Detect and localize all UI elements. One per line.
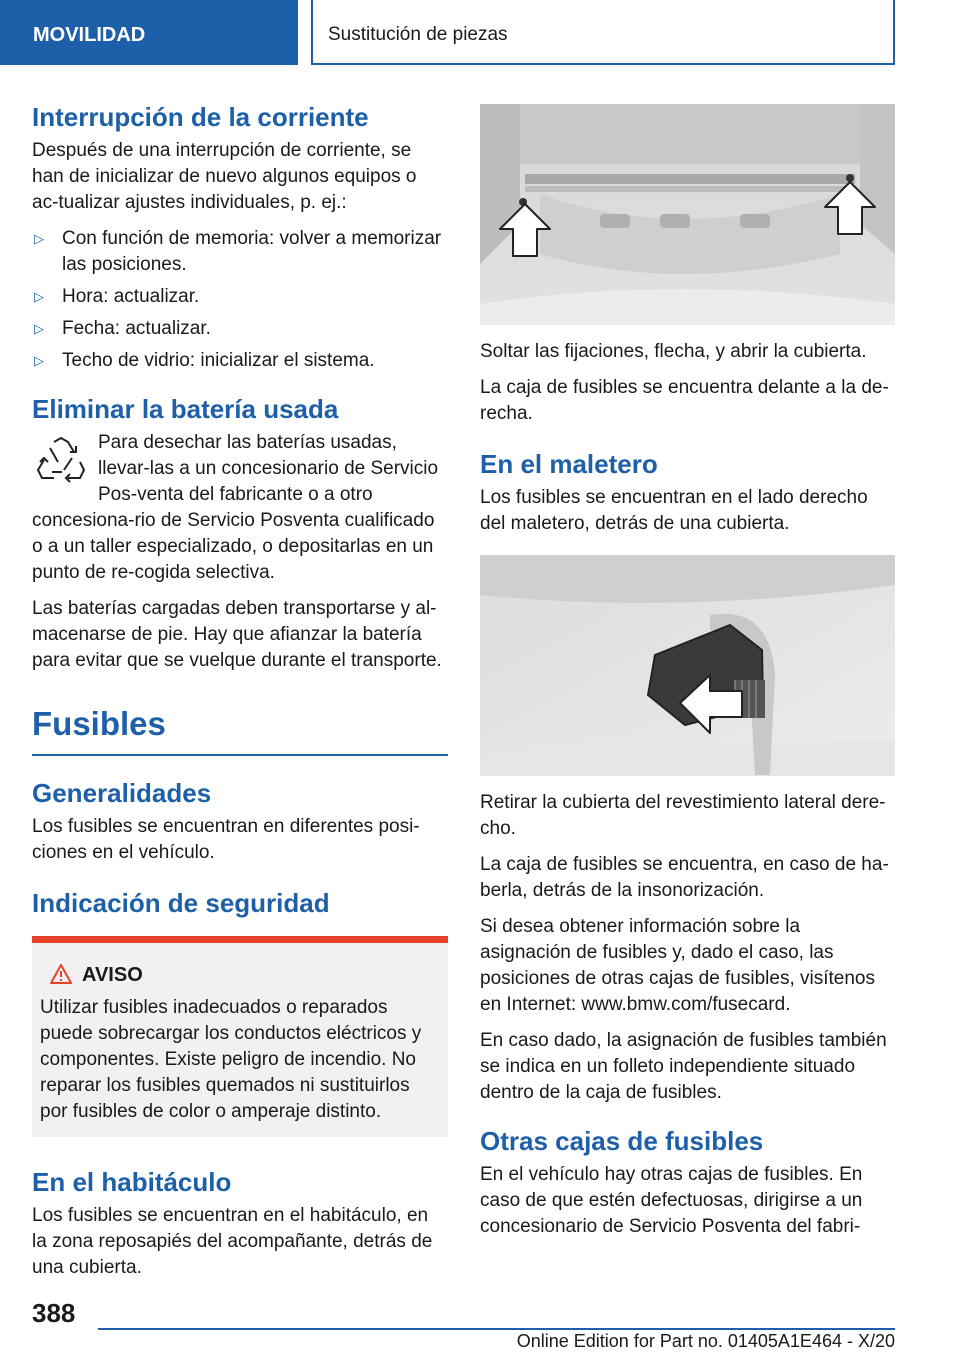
page-number: 388 — [32, 1298, 76, 1328]
other-fuse-boxes-heading: Otras cajas de fusibles — [480, 1126, 764, 1156]
power-interruption-heading: Interrupción de la corriente — [32, 102, 369, 132]
footwell-cover-photo — [480, 104, 895, 325]
bullet-triangle-icon: ▷ — [34, 289, 44, 304]
edition-text: Online Edition for Part no. 01405A1E464 - X/20 — [516, 1331, 895, 1351]
subsection-title: Sustitución de piezas — [328, 24, 508, 45]
booklet-info-text: En caso dado, la asignación de fusibles también se indica en un folleto independiente situado dentro de la caja de fusibles. — [480, 1030, 887, 1103]
footwell-caption: Soltar las fijaciones, flecha, y abrir la cubierta. — [480, 341, 867, 362]
trunk-cover-photo — [480, 555, 895, 776]
recycle-icon — [32, 434, 90, 492]
trunk-heading: En el maletero — [480, 449, 658, 479]
list-item: ▷ Fecha: actualizar. — [32, 316, 448, 342]
power-interruption-text: Después de una interrupción de corriente, se han de inicializar de nuevo algunos equipos o ac-tualizar ajustes individuales, p. ej.: — [32, 140, 417, 213]
bullet-triangle-icon: ▷ — [34, 353, 44, 368]
warning-triangle-icon — [50, 964, 72, 984]
battery-disposal-text: Para desechar las baterías usadas, llevar-las a un concesionario de Servicio Pos-venta del fabricante o a otro concesiona-rio de Servicio Posventa cualificado o a un taller especializado, o depositarlas en un punto de re-cogida selectiva. — [32, 432, 439, 583]
fuses-heading: Fusibles — [32, 702, 448, 756]
right-column — [480, 104, 896, 1250]
warning-text: Utilizar fusibles inadecuados o reparados puede sobrecargar los conductos eléctricos y componentes. Existe peligro de incendio. No reparar los fusibles quemados ni sustituirlos por fusibles de color o amperaje distinto. — [40, 997, 422, 1122]
trunk-text: Los fusibles se encuentran en el lado derecho del maletero, detrás de una cubierta. — [480, 487, 868, 534]
section-tab — [0, 0, 298, 65]
bullet-triangle-icon: ▷ — [34, 231, 44, 246]
reset-list — [32, 226, 448, 374]
general-text: Los fusibles se encuentran en diferentes posi-ciones en el vehículo. — [32, 816, 420, 863]
warning-label: AVISO — [82, 964, 143, 986]
other-fuse-boxes-text: En el vehículo hay otras cajas de fusibles. En caso de que estén defectuosas, dirigirse a un concesionario de Servicio Posventa del fabri- — [480, 1164, 863, 1237]
battery-storage-text: Las baterías cargadas deben transportarse y al-macenarse de pie. Hay que afianzar la batería para evitar que se vuelque durante el transporte. — [32, 598, 442, 671]
footer-divider — [98, 1328, 895, 1330]
section-title: MOVILIDAD — [33, 24, 146, 46]
list-item: ▷ Techo de vidrio: inicializar el sistema. — [32, 348, 448, 374]
trunk-caption: Retirar la cubierta del revestimiento lateral dere-cho. — [480, 792, 886, 839]
footwell-location-text: La caja de fusibles se encuentra delante a la de-recha. — [480, 377, 889, 424]
insulation-text: La caja de fusibles se encuentra, en caso de ha-berla, detrás de la insonorización. — [480, 854, 889, 901]
general-heading: Generalidades — [32, 778, 212, 808]
safety-heading: Indicación de seguridad — [32, 888, 330, 918]
subsection-tab — [311, 0, 895, 65]
left-column — [32, 100, 448, 1291]
battery-disposal-heading: Eliminar la batería usada — [32, 394, 339, 424]
list-item: ▷ Hora: actualizar. — [32, 284, 448, 310]
list-item: ▷ Con función de memoria: volver a memorizar las posiciones. — [34, 228, 442, 275]
warning-box — [32, 936, 448, 1137]
warning-header — [40, 961, 440, 989]
battery-disposal-block — [32, 430, 448, 586]
fusecard-info-text: Si desea obtener información sobre la asignación de fusibles y, dado el caso, las posiciones de otras cajas de fusibles, visítenos en Internet: www.bmw.com/fusecard. — [480, 916, 875, 1015]
cabin-text: Los fusibles se encuentran en el habitáculo, en la zona reposapiés del acompañante, detrás de una cubierta. — [32, 1205, 433, 1278]
bullet-triangle-icon: ▷ — [34, 321, 44, 336]
cabin-heading: En el habitáculo — [32, 1167, 232, 1197]
